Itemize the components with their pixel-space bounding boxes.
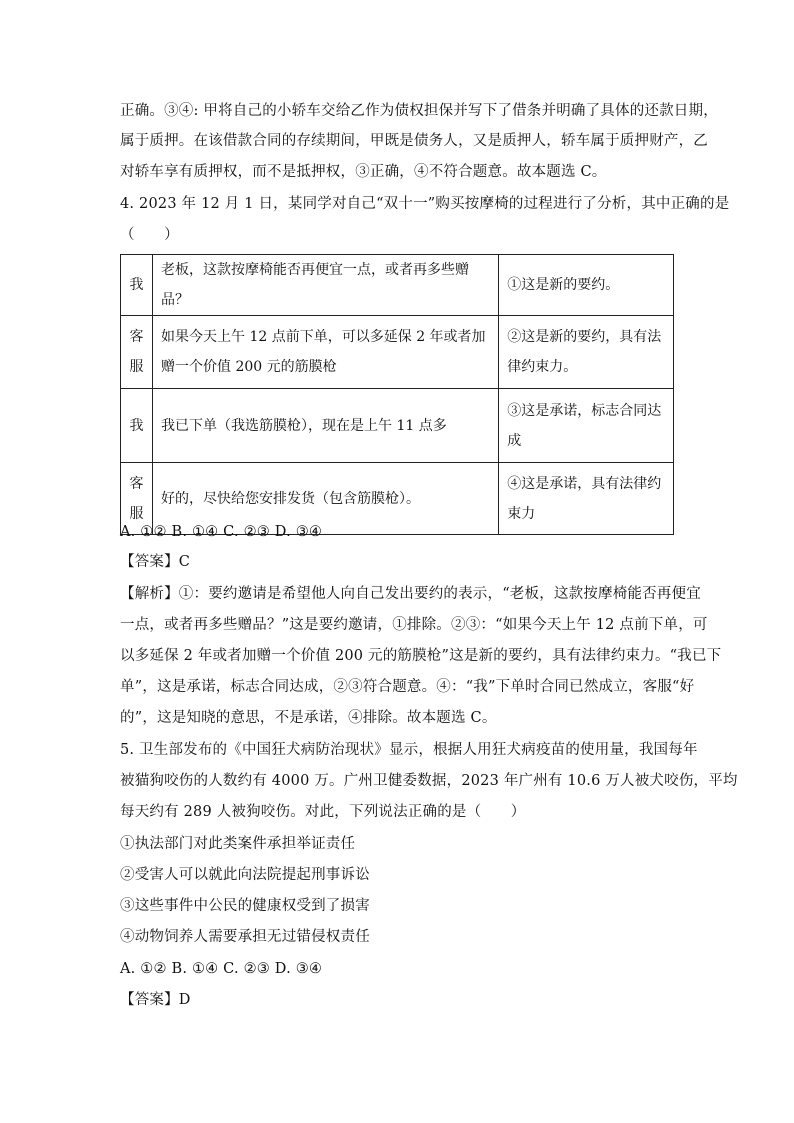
dialog-analysis-table — [120, 254, 674, 535]
question-5-item: ①执法部门对此类案件承担举证责任 — [120, 836, 356, 852]
analysis-cell: ①这是新的要约。 — [499, 255, 674, 316]
table-row — [121, 316, 674, 389]
question-5-stem: 5. 卫生部发布的《中国狂犬病防治现状》显示，根据人用狂犬病疫苗的使用量，我国每年 — [120, 742, 698, 758]
analysis-cell: ③这是承诺，标志合同达成 — [499, 389, 674, 463]
analysis-line: 单”，这是承诺，标志合同达成，②③符合题意。④：“我”下单时合同已然成立，客服“好 — [120, 679, 695, 695]
speaker-cell: 我 — [121, 255, 153, 316]
paragraph-line: 对轿车享有质押权，而不是抵押权，③正确，④不符合题意。故本题选 C。 — [120, 164, 607, 180]
analysis-cell: ④这是承诺，具有法律约束力 — [499, 463, 674, 535]
table-row — [121, 389, 674, 463]
question-5-item: ③这些事件中公民的健康权受到了损害 — [120, 898, 370, 914]
analysis-line: 的”，这是知晓的意思，不是承诺，④排除。故本题选 C。 — [120, 710, 497, 726]
paragraph-line: 正确。③④: 甲将自己的小轿车交给乙作为债权担保并写下了借条并明确了具体的还款日期， — [120, 103, 718, 119]
analysis-line: 以多延保 2 年或者加赠一个价值 200 元的筋膜枪”这是新的要约，具有法律约束力。“我已下 — [120, 648, 722, 664]
question-5-options: A. ①② B. ①④ C. ②③ D. ③④ — [120, 961, 323, 977]
dialog-cell: 好的，尽快给您安排发货（包含筋膜枪）。 — [153, 463, 499, 535]
question-5-item: ④动物饲养人需要承担无过错侵权责任 — [120, 929, 370, 945]
speaker-cell: 我 — [121, 389, 153, 463]
question-4-options: A. ①② B. ①④ C. ②③ D. ③④ — [120, 524, 323, 540]
question-4-answer: 【答案】C — [120, 554, 191, 570]
paragraph-line: 属于质押。在该借款合同的存续期间，甲既是债务人，又是质押人，轿车属于质押财产，乙 — [120, 133, 708, 149]
dialog-cell: 如果今天上午 12 点前下单，可以多延保 2 年或者加赠一个价值 200 元的筋膜枪 — [153, 316, 499, 389]
analysis-line: 【解析】①：要约邀请是希望他人向自己发出要约的表示，“老板，这款按摩椅能否再便宜 — [120, 586, 701, 602]
question-5-answer: 【答案】D — [120, 992, 191, 1008]
question-5-stem: 每天约有 289 人被狗咬伤。对此，下列说法正确的是（ ） — [120, 804, 526, 820]
table-row — [121, 255, 674, 316]
speaker-cell: 客服 — [121, 316, 153, 389]
dialog-cell: 我已下单（我选筋膜枪），现在是上午 11 点多 — [153, 389, 499, 463]
question-5-item: ②受害人可以就此向法院提起刑事诉讼 — [120, 867, 370, 883]
question-5-stem: 被猫狗咬伤的人数约有 4000 万。广州卫健委数据，2023 年广州有 10.6 万人被犬咬伤，平均 — [120, 773, 738, 789]
question-4-stem: 4. 2023 年 12 月 1 日，某同学对自己“双十一”购买按摩椅的过程进行了分析，其中正确的是 — [120, 196, 730, 212]
analysis-line: 一点，或者再多些赠品？”这是要约邀请，①排除。②③：“如果今天上午 12 点前下单，可 — [120, 617, 708, 633]
question-4-blank: （ ） — [120, 227, 179, 243]
speaker-cell: 客服 — [121, 463, 153, 535]
analysis-cell: ②这是新的要约，具有法律约束力。 — [499, 316, 674, 389]
dialog-cell: 老板，这款按摩椅能否再便宜一点，或者再多些赠品？ — [153, 255, 499, 316]
